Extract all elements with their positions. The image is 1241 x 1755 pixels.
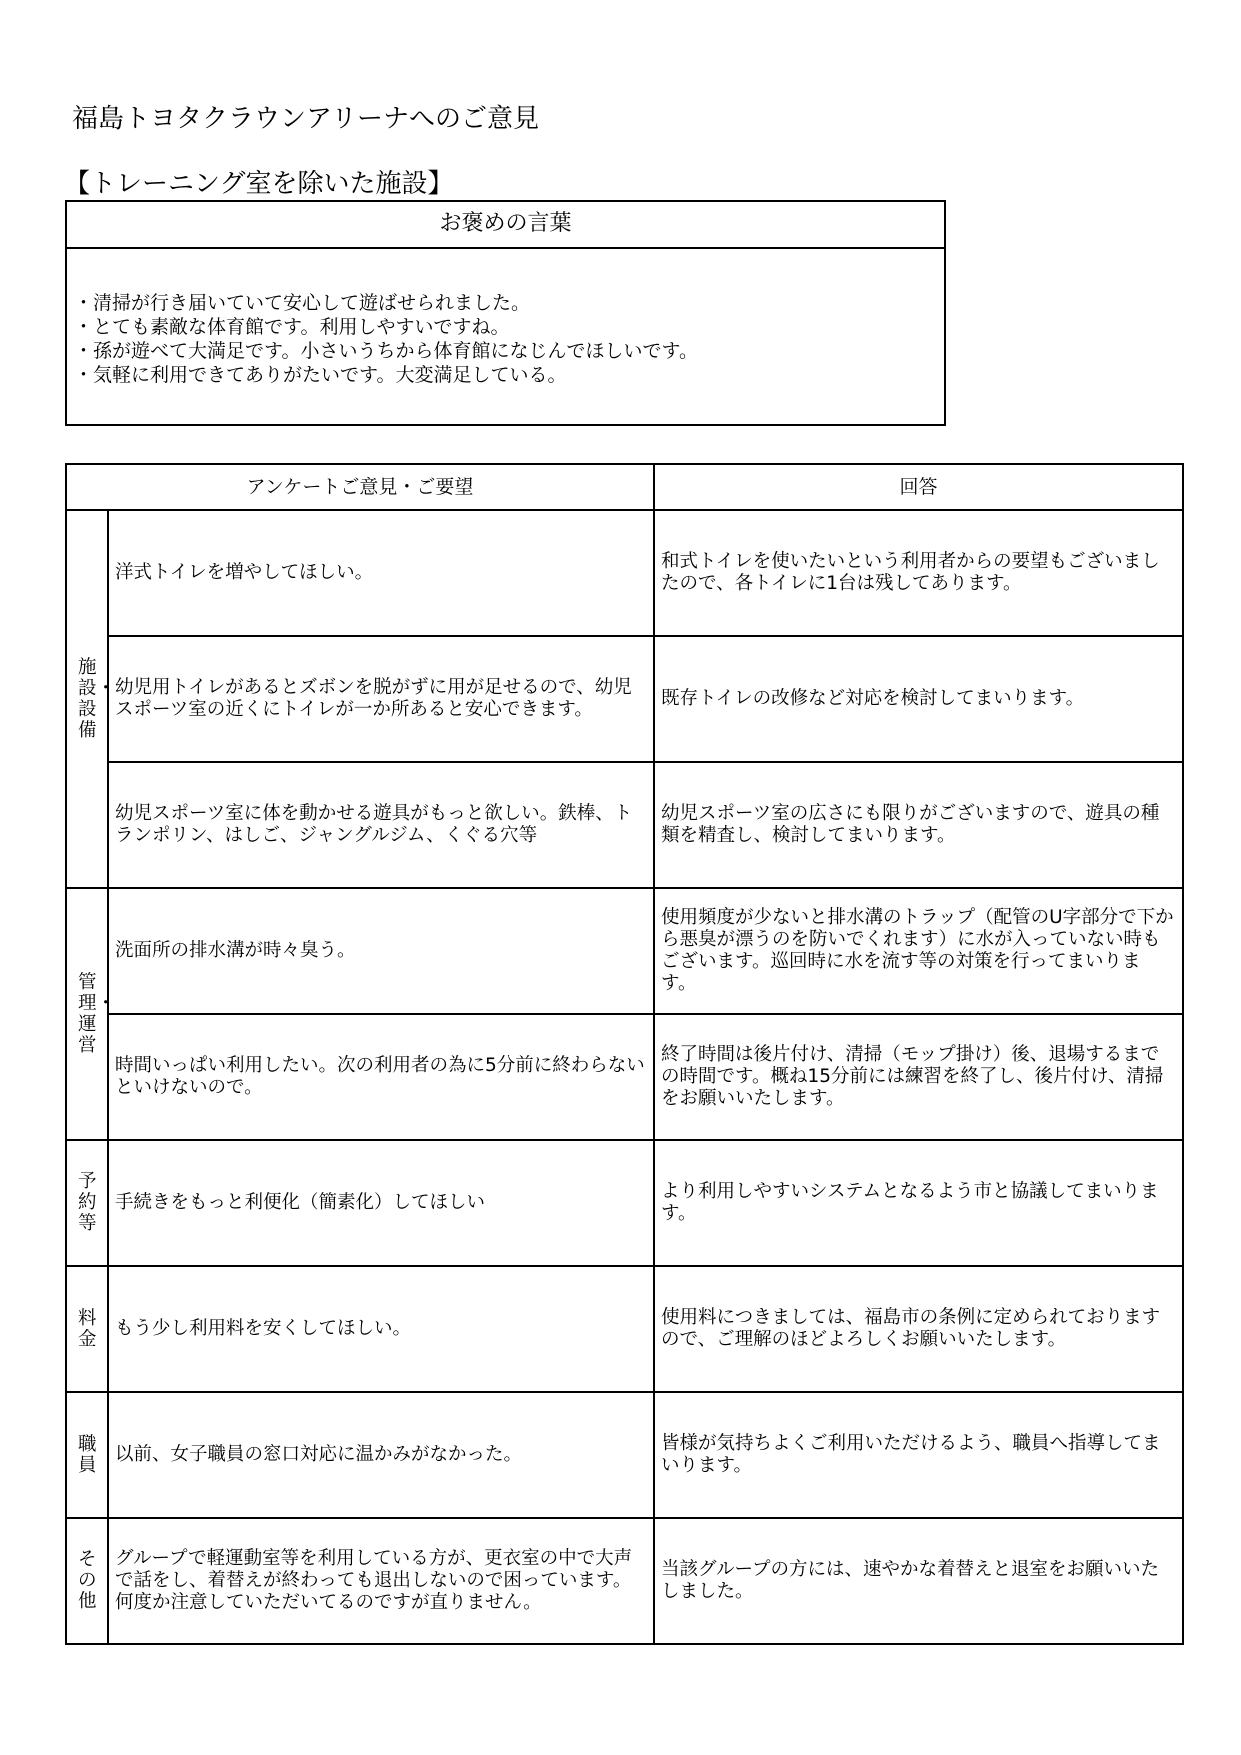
section-title: 【トレーニング室を除いた施設】 xyxy=(64,169,454,199)
praise-item: ・孫が遊べて大満足です。小さいうちから体育館になじんでほしいです。 xyxy=(74,340,698,362)
table-row xyxy=(66,636,1183,762)
category-label: その他 xyxy=(78,1549,97,1612)
answer-cell: 和式トイレを使いたいという利用者からの要望もございましたので、各トイレに1台は残してあります。 xyxy=(654,510,1183,636)
request-cell: グループで軽運動室等を利用している方が、更衣室の中で大声で話をし、着替えが終わっても退出しないので困っています。何度か注意していただいてるのですが直りません。 xyxy=(108,1518,654,1644)
praise-item: ・清掃が行き届いていて安心して遊ばせられました。 xyxy=(74,292,531,314)
answer-cell: 終了時間は後片付け、清掃（モップ掛け）後、退場するまでの時間です。概ね15分前には練習を終了し、後片付け、清掃をお願いいたします。 xyxy=(654,1014,1183,1140)
category-cell xyxy=(66,1266,108,1392)
answer-cell: 既存トイレの改修など対応を検討してまいります。 xyxy=(654,636,1183,762)
answer-cell: より利用しやすいシステムとなるよう市と協議してまいります。 xyxy=(654,1140,1183,1266)
category-label: 予約等 xyxy=(78,1171,97,1234)
category-cell xyxy=(66,510,116,888)
table-row xyxy=(66,1266,1183,1392)
request-cell: 幼児用トイレがあるとズボンを脱がずに用が足せるので、幼児スポーツ室の近くにトイレが一か所あると安心できます。 xyxy=(108,636,654,762)
request-cell: 幼児スポーツ室に体を動かせる遊具がもっと欲しい。鉄棒、トランポリン、はしご、ジャングルジム、くぐる穴等 xyxy=(108,762,654,888)
answer-cell: 皆様が気持ちよくご利用いただけるよう、職員へ指導してまいります。 xyxy=(654,1392,1183,1518)
category-cell xyxy=(66,1140,108,1266)
table-row xyxy=(66,1014,1183,1140)
praise-heading: お褒めの言葉 xyxy=(67,202,944,249)
request-cell: 手続きをもっと利便化（簡素化）してほしい xyxy=(108,1140,654,1266)
praise-list xyxy=(67,249,944,387)
table-row xyxy=(66,1140,1183,1266)
answer-column-header: 回答 xyxy=(654,464,1183,510)
answer-cell: 当該グループの方には、速やかな着替えと退室をお願いいたしました。 xyxy=(654,1518,1183,1644)
category-cell xyxy=(66,1392,108,1518)
request-cell: 洗面所の排水溝が時々臭う。 xyxy=(108,888,654,1014)
table-row xyxy=(66,888,1183,1014)
table-row xyxy=(66,1392,1183,1518)
category-cell xyxy=(66,1518,108,1644)
category-label: 施設・設備 xyxy=(78,656,116,741)
category-cell xyxy=(66,888,116,1140)
table-row xyxy=(66,1518,1183,1644)
request-cell: 洋式トイレを増やしてほしい。 xyxy=(108,510,654,636)
praise-item: ・気軽に利用できてありがたいです。大変満足している。 xyxy=(74,364,567,386)
page-title: 福島トヨタクラウンアリーナへのご意見 xyxy=(72,104,539,134)
survey-table xyxy=(65,463,1184,1645)
request-cell: もう少し利用料を安くしてほしい。 xyxy=(108,1266,654,1392)
table-row xyxy=(66,762,1183,888)
answer-cell: 幼児スポーツ室の広さにも限りがございますので、遊具の種類を精査し、検討してまいります。 xyxy=(654,762,1183,888)
answer-cell: 使用頻度が少ないと排水溝のトラップ（配管のU字部分で下から悪臭が漂うのを防いでくれます）に水が入っていない時もございます。巡回時に水を流す等の対策を行ってまいります。 xyxy=(654,888,1183,1014)
request-column-header: アンケートご意見・ご要望 xyxy=(66,464,654,510)
request-cell: 時間いっぱい利用したい。次の利用者の為に5分前に終わらないといけないので。 xyxy=(108,1014,654,1140)
category-label: 料金 xyxy=(78,1307,97,1350)
request-cell: 以前、女子職員の窓口対応に温かみがなかった。 xyxy=(108,1392,654,1518)
praise-box xyxy=(65,200,946,426)
category-label: 管理・運営 xyxy=(78,971,116,1056)
category-label: 職員 xyxy=(78,1433,97,1476)
answer-cell: 使用料につきましては、福島市の条例に定められておりますので、ご理解のほどよろしくお願いいたします。 xyxy=(654,1266,1183,1392)
table-row xyxy=(66,510,1183,636)
praise-item: ・とても素敵な体育館です。利用しやすいですね。 xyxy=(74,316,510,338)
